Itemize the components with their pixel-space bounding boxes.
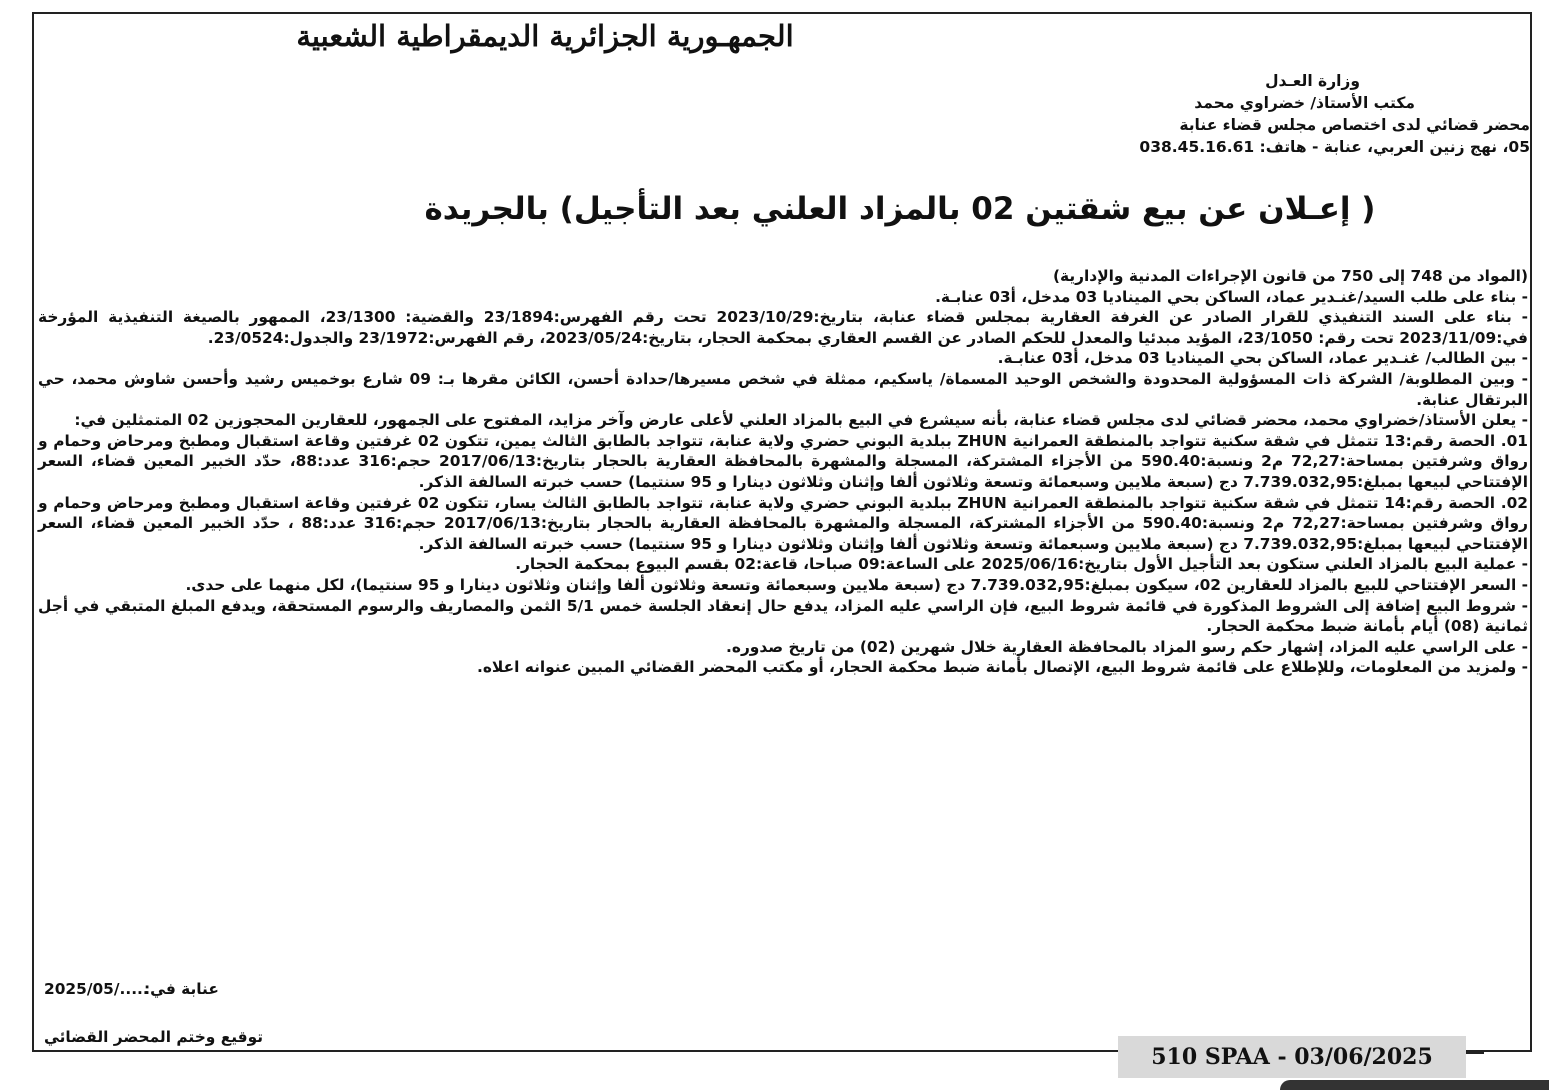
paragraph-lot-02: 02. الحصة رقم:14 تتمثل في شقة سكنية تتواجد بالمنطقة العمرانية ZHUN ببلدية البوني حضري ولاية عنابة، تتواجد بالطابق الثالث يسار، تتكون 02 غرفتين وقاعة استقبال ومطبخ ومرحاض وحمام و رواق وشرفتين بمساحة:72,27 م2 ونسبة:590.40 من الأجزاء المشتركة، المسجلة والمشهرة بالمحافظة العقارية بالحجار بتاريخ:2017/06/13 حجم:316 عدد:88 ، حدّد الخبير المعين قضاء، السعر الإفتتاحي لبيعها بمبلغ:7.739.032,95 دج (سبعة ملايين وسبعمائة وتسعة وثلاثون ألفا وإثنان وثلاثون دينارا و 95 سنتيما) حسب خبرته السالفة الذكر. xyxy=(38,493,1528,553)
header xyxy=(40,14,1530,58)
page-edge-shadow xyxy=(1280,1080,1549,1090)
footer-divider xyxy=(1466,1052,1484,1054)
signature-city: عنابة في: xyxy=(144,980,219,998)
paragraph-announcement: - يعلن الأستاذ/خضراوي محمد، محضر قضائي لدى مجلس قضاء عنابة، بأنه سيشرع في البيع بالمزاد العلني لأعلى عارض وآخر مزايد، المفتوح على الجمهور، للعقارين المحجوزين 02 المتمثلين في: xyxy=(74,411,1528,430)
ministry-name: وزارة العـدل xyxy=(1265,72,1360,90)
announcement-body xyxy=(38,266,1528,678)
signature-label: توقيع وختم المحضر القضائي xyxy=(44,1028,264,1046)
paragraph-lot-01: 01. الحصة رقم:13 تتمثل في شقة سكنية تتواجد بالمنطقة العمرانية ZHUN ببلدية البوني حضري ولاية عنابة، تتواجد بالطابق الثالث يمين، تتكون 02 غرفتين وقاعة استقبال ومطبخ ومرحاض وحمام و رواق وشرفتين بمساحة:72,27 م2 ونسبة:590.40 من الأجزاء المشتركة، المسجلة والمشهرة بالمحافظة العقارية بالحجار بتاريخ:2017/06/13 حجم:316 عدد:88، حدّد الخبير المعين قضاء، السعر الإفتتاحي لبيعها بمبلغ:7.739.032,95 دج (سبعة ملايين وسبعمائة وتسعة وثلاثون ألفا وإثنان وثلاثون دينارا و 95 سنتيما) حسب خبرته السالفة الذكر. xyxy=(38,431,1529,491)
paragraph-requester: - بناء على طلب السيد/غنـدير عماد، الساكن بحي الميناديا 03 مدخل، أ03 عنابـة. xyxy=(935,287,1528,306)
publication-stamp: 510 SPAA - 03/06/2025 xyxy=(1118,1036,1466,1078)
paragraph-enforcement-title: - بناء على السند التنفيذي للقرار الصادر عن الغرفة العقارية بمجلس قضاء عنابة، بتاريخ:2023/10/29 تحت رقم الفهرس:23/1894 والقضية: 23/1300، الممهور بالصيغة التنفيذية المؤرخة في:2023/11/09 تحت رقم: 23/1050، المؤيد مبدئيا والمعدل للحكم الصادر عن القسم العقاري بمحكمة الحجار، بتاريخ:2023/05/24، رقم الفهرس:23/1972 والجدول:23/0524. xyxy=(38,308,1529,347)
bailiff-role: محضر قضائي لدى اختصاص مجلس قضاء عنابة xyxy=(1179,116,1530,134)
announcement-title: ( إعـلان عن بيع شقتين 02 بالمزاد العلني بعد التأجيل) بالجريدة xyxy=(424,191,1376,227)
paragraph-opening-price: - السعر الإفتتاحي للبيع بالمزاد للعقارين 02، سيكون بمبلغ:7.739.032,95 دج (سبعة ملايين وسبعمائة وتسعة وثلاثون ألفا وإثنان وثلاثون دينارا و 95 سنتيما)، لكل منهما على حدى. xyxy=(185,575,1528,594)
republic-title: الجمهـورية الجزائرية الديمقراطية الشعبية xyxy=(296,19,794,53)
paragraph-sale-date: - عملية البيع بالمزاد العلني ستكون بعد التأجيل الأول بتاريخ:2025/06/16 على الساعة:09 صباحا، قاعة:02 بقسم البيوع بمحكمة الحجار. xyxy=(515,555,1528,574)
legal-reference: (المواد من 748 إلى 750 من قانون الإجراءات المدنية والإدارية) xyxy=(1053,267,1528,285)
office-info xyxy=(40,70,1549,158)
paragraph-claimant: - بين الطالب/ غنـدير عماد، الساكن بحي الميناديا 03 مدخل، أ03 عنابـة. xyxy=(997,349,1528,368)
signature-date: 2025/05/..... xyxy=(44,980,149,998)
paragraph-defendant: - وبين المطلوبة/ الشركة ذات المسؤولية المحدودة والشخص الوحيد المسماة/ ياسكيم، ممثلة في شخص مسيرها/حدادة أحسن، الكائن مقرها بـ: 09 شارع بوخميس رشيد وأحسن شاوش محمد، حي البرتقال عنابة. xyxy=(38,369,1528,409)
paragraph-sale-conditions: - شروط البيع إضافة إلى الشروط المذكورة في قائمة شروط البيع، فإن الراسي عليه المزاد، يدفع حال إنعقاد الجلسة خمس 5/1 الثمن والمصاريف والرسوم المستحقة، ويدفع المبلغ المتبقي في أجل ثمانية (08) أيام بأمانة ضبط محكمة الحجار. xyxy=(38,596,1528,636)
office-name: مكتب الأستاذ/ خضراوي محمد xyxy=(1194,94,1415,112)
office-address: 05، نهج زنين العربي، عنابة - هاتف: 038.45.16.61 xyxy=(1139,138,1530,156)
paragraph-publication: - على الراسي عليه المزاد، إشهار حكم رسو المزاد بالمحافظة العقارية خلال شهرين (02) من تاريخ صدوره. xyxy=(726,637,1528,656)
paragraph-more-info: - ولمزيد من المعلومات، وللإطلاع على قائمة شروط البيع، الإتصال بأمانة ضبط محكمة الحجار، أو مكتب المحضر القضائي المبين عنوانه اعلاه. xyxy=(477,658,1528,677)
